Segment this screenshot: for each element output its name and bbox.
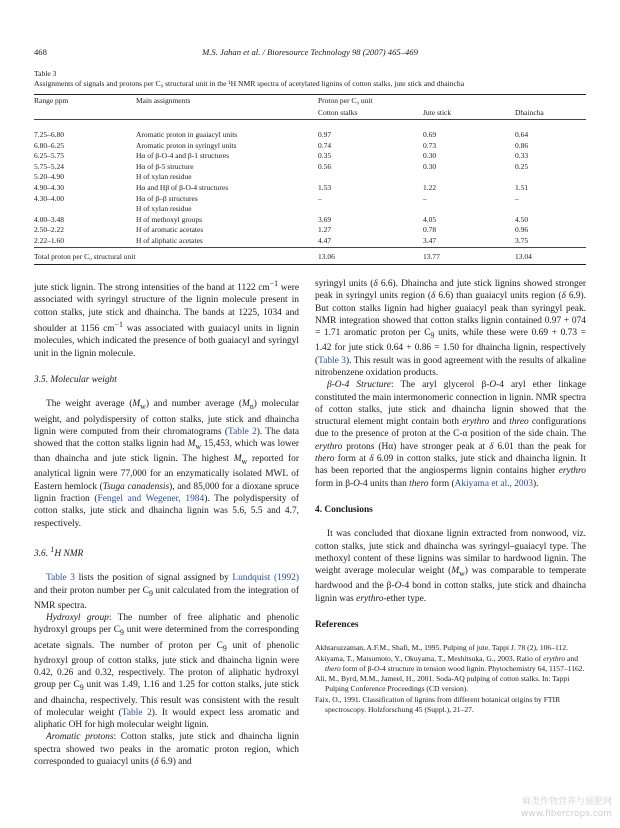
table-row [34,120,586,141]
cell-range: 5.75–5.24 [34,161,64,171]
cell-assignment: Aromatic proton in syringyl units [136,140,237,150]
section-heading: 3.6. $^1$H NMR [34,544,84,560]
right-column [315,278,586,715]
cell-cotton: 0.74 [318,140,332,150]
cell-jute [423,172,515,183]
reference-item: Akhtaruzzaman, A.F.M., Shafi, M., 1995. Pulping of jute. Tappi J. 78 (2), 106–112. [315,643,569,653]
cell-assignment: H of methoxyl groups [136,214,203,224]
cell-dhaincha: 0.25 [515,161,529,171]
watermark-line: www.fibercrops.com [521,809,612,819]
total-dhaincha: 13.04 [515,247,586,264]
table-row [34,204,586,215]
cell-dhaincha: 4.50 [515,214,529,224]
cell-cotton: 0.35 [318,151,332,161]
table-row [34,151,586,162]
table-row [34,162,586,173]
paragraph: The weight average $(M_w)$ and number average $(M_n)$ molecular weight, and polydispersity of cotton stalks, jute stick and dhaincha lignin were computed from their chromatograms (Table 2). The data showed that the cotton stalks lignin had $M_w$ 15,453, which was lower than dhaincha and jute stick lignin. The highest $M_w$ reported for analytical lignin were 77,000 for an enzymatically isolated MWL of Eastern hemlock (Tsuga canadensis), and 85,000 for a dioxane spruce lignin fraction (Fengel and Wegener, 1984). The polydispersity of cotton stalks, jute stick and dhaincha lignin was 5.6, 5.5 and 4.7, respectively. [34,399,300,529]
cell-range: 6.80–6.25 [34,140,64,150]
reference-item: Akiyama, T., Matsumoto, Y., Okuyama, T., Meshitsuka, G., 2003. Ratio of erythro and thero form of β-O-4 structure in tension wood lignin. Phytochemistry 64, 1157–1162. [315,653,585,673]
cell-dhaincha: 3.75 [515,235,529,245]
cell-cotton: 1.53 [318,182,332,192]
paragraph: Table 3 lists the position of signal assigned by Lundquist (1992) and their proton number per $C_9$ unit calculated from the integration of NMR spectra. [34,573,299,611]
cell-range: 4.30–4.00 [34,193,64,203]
page-number: 468 [34,47,47,57]
citation-link[interactable]: Lundquist (1992) [232,573,299,584]
cell-cotton [318,172,423,183]
cell-cotton: 0.56 [318,161,332,171]
table-row [34,225,586,236]
cell-assignment: Hα of β–β structures [136,193,198,203]
cell-assignment: Hα and Hβ of β-O-4 structures [136,182,229,192]
cell-dhaincha: 1.51 [515,182,529,192]
header-range: Range ppm [34,95,136,108]
cell-cotton: 0.97 [318,130,332,139]
cell-range: 4.00–3.48 [34,214,64,224]
cell-cotton: 1.27 [318,225,332,235]
paragraph: Hydroxyl group: The number of free aliphatic and phenolic hydroxyl groups per $C_9$ unit were determined from the corresponding acetate signals. The number of proton per $C_9$ unit of phenolic hydroxyl group of cotton stalks, jute stick and dhaincha lignin were 0.42, 0.26 and 0.32, respectively. The proton of aliphatic hydroxyl group per $C_9$ unit was 1.49, 1.16 and 1.25 for cotton stalks, jute stick and dhaincha, respectively. This result was consistent with the result of molecular weight (Table 2). It would expect less aromatic and aliphatic OH for high molecular weight lignin. [34,613,299,731]
watermark [521,796,612,820]
cell-cotton: – [318,193,322,203]
cell-jute: 0.73 [423,140,437,150]
citation-link[interactable]: Akiyama et al., 2003 [454,478,533,489]
table-link[interactable]: Table 3 [46,573,75,584]
references-heading: References [315,619,359,630]
table-link[interactable]: Table 2 [228,426,257,437]
citation-link[interactable]: Fengel and Wegener, 1984 [97,494,205,505]
table-caption-block [34,69,586,89]
paragraph: jute stick lignin. The strong intensities of the band at 1122 $cm^{-1}$ were associated with syringyl structure of the lignin molecule present in cotton stalks, jute stick and dhaincha. The bands at 1225, 1034 and shoulder at 1156 $cm^{-1}$ was associated with guaiacyl units in lignin molecules, which indicated the presence of both guaiacyl and syringyl unit in the lignin molecule. [34,279,299,359]
cell-range: 7.25–6.80 [34,130,64,139]
cell-assignment: Hα of β-5 structure [136,161,194,171]
cell-cotton: 3.69 [318,214,332,224]
references-list [315,643,586,715]
header-dhaincha: Dhaincha [515,107,586,120]
header-assignments: Main assignments [136,95,318,108]
header-cotton: Cotton stalks [318,107,423,120]
section-heading: 3.5. Molecular weight [34,375,117,386]
table-row [34,172,586,183]
total-label: Total proton per C₉ structural unit [34,247,318,264]
cell-dhaincha: 0.33 [515,151,529,161]
cell-range: 5.20–4.90 [34,172,64,182]
table-caption: Assignments of signals and protons per C₉ structural unit in the ¹H NMR spectra of acetylated lignins of cotton stalks, jute stick and dhaincha [34,79,465,88]
table-label: Table 3 [34,69,57,78]
cell-dhaincha: 0.96 [515,225,529,235]
cell-assignment: Aromatic proton in guaiacyl units [136,130,238,139]
paragraph: Aromatic protons: Cotton stalks, jute stick and dhaincha lignin spectra showed two peaks in the aromatic proton region, which corresponded to guaiacyl units (δ 6.9) and [34,732,299,767]
cell-assignment: H of xylan residue [136,172,192,182]
total-jute: 13.77 [423,247,515,264]
cell-jute: 0.69 [423,130,437,139]
running-header [34,47,586,59]
cell-range: 6.25–5.75 [34,151,64,161]
table-link[interactable]: Table 3 [318,355,346,366]
cell-jute: 4.05 [423,214,437,224]
table-row [34,215,586,226]
cell-range: 2.50–2.22 [34,225,64,235]
cell-dhaincha: 0.86 [515,140,529,150]
cell-dhaincha [515,204,586,215]
reference-item: Ali, M., Byrd, M.M., Jameel, H., 2001. Soda-AQ pulping of cotton stalks. In: Tappi Pulping Conference Proceedings (CD version). [315,674,570,694]
total-cotton: 13.06 [318,247,423,264]
cell-assignment: Hα of β-O-4 and β-1 structures [136,151,229,161]
cell-assignment: H of xylan residue [136,204,192,214]
header-proton-group: Proton per C₉ unit [318,95,586,108]
paragraph: β-O-4 Structure: The aryl glycerol β-O-4 aryl ether linkage constituted the main intermonomeric connection in lignin. NMR spectra of cotton stalks, jute stick and dhaincha lignin showed that the structural element might contain both erythro and threo configurations due to the presence of proton at the C-α position of the side chain. The erythro protons (Hα) have stronger peak at δ 6.01 than the peak for thero form at δ 6.09 in cotton stalks, jute stick and dhaincha lignin. It has been reported that the angiosperms lignin contains higher erythro form in β-O-4 units than thero form (Akiyama et al., 2003). [315,380,587,489]
cell-range [34,204,136,215]
cell-dhaincha [515,172,586,183]
left-column [34,278,299,768]
cell-cotton: 4.47 [318,235,332,245]
cell-cotton [318,204,423,215]
nmr-table [34,94,586,265]
cell-jute: 3.47 [423,235,437,245]
cell-dhaincha: 0.64 [515,130,529,139]
journal-citation: M.S. Jahan et al. / Bioresource Technology 98 (2007) 465–469 [202,47,418,57]
table-row [34,236,586,247]
cell-jute: 0.78 [423,225,437,235]
cell-range: 2.22–1.60 [34,235,64,245]
cell-jute [423,204,515,215]
header-jute: Jute stick [423,107,515,120]
cell-dhaincha: – [515,193,519,203]
table-row [34,141,586,152]
cell-jute: 0.30 [423,151,437,161]
section-heading: 4. Conclusions [315,504,373,515]
table-row [34,194,586,205]
cell-range: 4.90–4.30 [34,182,64,192]
cell-jute: 1.22 [423,182,437,192]
cell-jute: 0.30 [423,161,437,171]
cell-jute: – [423,193,427,203]
table-link[interactable]: Table 2 [121,707,152,718]
table-total-row [34,247,586,264]
cell-assignment: H of aromatic acetates [136,225,204,235]
table-row [34,183,586,194]
cell-assignment: H of aliphatic acetates [136,235,203,245]
watermark-line: 麻类作物营养与施肥网 [521,797,612,807]
reference-item: Faix, O., 1991. Classification of lignins from different botanical origins by FTIR spectroscopy. Holzforschung 45 (Suppl.), 21–27. [315,694,561,714]
paragraph: syringyl units (δ 6.6). Dhaincha and jute stick lignins showed stronger peak in syringyl units region (δ 6.6) than guaiacyl units region (δ 6.9). But cotton stalks lignin had higher guaiacyl peak than syringyl peak. NMR integration showed that cotton stalks lignin contained 0.97 + 074 = 1.71 aromatic proton per $C_9$ units, while these were 0.69 + 0.73 = 1.42 for jute stick 0.64 + 0.86 = 1.50 for dhaincha lignin, respectively (Table 3). This result was in good agreement with the results of alkaline nitrobenzene oxidation products. [315,279,587,378]
paragraph: It was concluded that dioxane lignin extracted from nonwood, viz. cotton stalks, jute stick and dhaincha was syringyl–guaiacyl type. The methoxyl content of these lignins was similar to hardwood lignin. The weight average molecular weight $(M_w)$ was comparable to temperate hardwood and the β-O-4 bond in cotton stalks, jute stick and dhaincha lignin was erythro-ether type. [315,529,587,604]
